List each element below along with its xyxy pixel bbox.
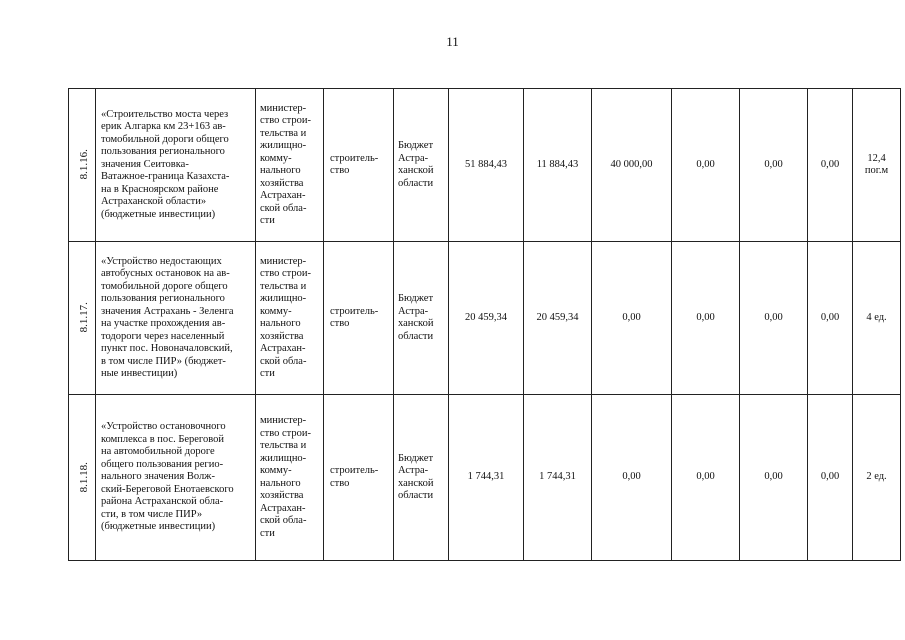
- value-cell: [672, 242, 740, 395]
- value-cell: [524, 242, 592, 395]
- project-name: «Устройство остановочного комплекса в пос. Береговой на автомобильной дороге общего пользования регио- нального значения Волж- ский-Береговой Енотаевского района Астраханской обла- сти, в том числе ПИР» (бюджетные инвестиции): [101, 421, 234, 533]
- row-number: 8.1.16.: [77, 149, 90, 180]
- value-cell: [524, 395, 592, 561]
- value-cell: [592, 242, 672, 395]
- value-cell: [740, 89, 808, 242]
- ministry: министер- ство строи- тельства и жилищно- комму- нального хозяйства Астрахан- ской обла- сти: [260, 255, 312, 379]
- value-2: 0,00: [622, 311, 641, 323]
- value-2: 40 000,00: [610, 158, 653, 170]
- row-number-cell: [69, 395, 96, 561]
- value-cell: [672, 89, 740, 242]
- table-row: [69, 395, 901, 561]
- table-row: [69, 242, 901, 395]
- budget-table: [68, 88, 901, 561]
- row-number-cell: [69, 89, 96, 242]
- value-4: 0,00: [764, 311, 783, 323]
- row-number-cell: [69, 242, 96, 395]
- result-cell: [853, 242, 901, 395]
- value-5: 0,00: [820, 311, 840, 323]
- total-value: 51 884,43: [465, 158, 507, 170]
- row-number: 8.1.17.: [77, 302, 90, 333]
- result: 2 ед.: [866, 471, 887, 483]
- value-3: 0,00: [696, 311, 715, 323]
- type-cell: [324, 89, 394, 242]
- source-cell: [394, 89, 449, 242]
- ministry-cell: [256, 89, 324, 242]
- value-4: 0,00: [764, 471, 783, 483]
- value-cell: [808, 242, 853, 395]
- value-cell: [740, 395, 808, 561]
- source-cell: [394, 242, 449, 395]
- page-number: 11: [446, 34, 459, 49]
- name-cell: [96, 395, 256, 561]
- row-number: 8.1.18.: [77, 461, 90, 493]
- ministry-cell: [256, 242, 324, 395]
- result: 4 ед.: [866, 311, 887, 323]
- funding-source: Бюджет Астра- ханской области: [398, 293, 434, 342]
- result-cell: [853, 89, 901, 242]
- funding-source: Бюджет Астра- ханской области: [398, 452, 434, 501]
- work-type: строитель- ство: [330, 152, 379, 176]
- total-cell: [449, 242, 524, 395]
- value-cell: [808, 395, 853, 561]
- value-cell: [524, 89, 592, 242]
- type-cell: [324, 395, 394, 561]
- work-type: строитель- ство: [330, 305, 379, 329]
- value-cell: [672, 395, 740, 561]
- total-value: 1 744,31: [467, 471, 505, 483]
- project-name: «Строительство моста через ерик Алгарка км 23+163 ав- томобильной дороги общего пользования регионального значения Сеитовка- Ватажное-граница Казахста- на в Красноярском районе Астраханской области» (бюджетные инвестиции): [101, 108, 230, 220]
- value-1: 1 744,31: [539, 471, 576, 483]
- total-value: 20 459,34: [465, 311, 507, 323]
- ministry-cell: [256, 395, 324, 561]
- source-cell: [394, 395, 449, 561]
- name-cell: [96, 242, 256, 395]
- ministry: министер- ство строи- тельства и жилищно- комму- нального хозяйства Астрахан- ской обла- сти: [260, 415, 312, 539]
- value-cell: [740, 242, 808, 395]
- result-cell: [853, 395, 901, 561]
- value-cell: [592, 395, 672, 561]
- funding-source: Бюджет Астра- ханской области: [398, 140, 434, 189]
- table-row: [69, 89, 901, 242]
- value-1: 11 884,43: [536, 158, 579, 170]
- value-cell: [592, 89, 672, 242]
- value-1: 20 459,34: [536, 311, 579, 323]
- result: 12,4 пог.м: [864, 152, 889, 176]
- name-cell: [96, 89, 256, 242]
- value-2: 0,00: [622, 471, 641, 483]
- ministry: министер- ство строи- тельства и жилищно- комму- нального хозяйства Астрахан- ской обла- сти: [260, 102, 312, 226]
- project-name: «Устройство недостающих автобусных остановок на ав- томобильной дороге общего пользования регионального значения Астрахань - Зеленга на участке прохождения ав- тодороги через населенный пункт пос. Новоначаловский, в том числе ПИР» (бюджет- ные инвестиции): [101, 255, 234, 379]
- type-cell: [324, 242, 394, 395]
- total-cell: [449, 395, 524, 561]
- value-cell: [808, 89, 853, 242]
- work-type: строитель- ство: [330, 465, 379, 489]
- value-3: 0,00: [696, 158, 715, 170]
- value-3: 0,00: [696, 471, 715, 483]
- value-4: 0,00: [764, 158, 783, 170]
- total-cell: [449, 89, 524, 242]
- value-5: 0,00: [820, 471, 840, 483]
- value-5: 0,00: [820, 158, 840, 170]
